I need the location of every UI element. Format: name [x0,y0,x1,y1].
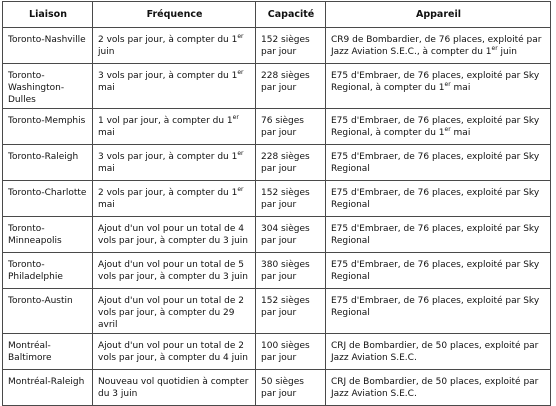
table-row [3,289,551,334]
table-row [3,64,551,109]
cell-appareil: E75 d'Embraer, de 76 places, exploité par Sky Regional [326,289,551,334]
cell-capacite: 228 sièges par jour [256,64,326,109]
cell-appareil: E75 d'Embraer, de 76 places, exploité par Sky Regional, à compter du 1er mai [326,109,551,145]
cell-frequence: Ajout d'un vol pour un total de 2 vols par jour, à compter du 29 avril [93,289,256,334]
cell-frequence: 3 vols par jour, à compter du 1er mai [93,145,256,181]
cell-liaison: Montréal-Baltimore [3,334,93,370]
cell-frequence: Ajout d'un vol pour un total de 2 vols par jour, à compter du 4 juin [93,334,256,370]
cell-appareil: E75 d'Embraer, de 76 places, exploité par Sky Regional, à compter du 1er mai [326,64,551,109]
table-header-row [3,2,551,28]
cell-liaison: Toronto-Raleigh [3,145,93,181]
table-row [3,109,551,145]
cell-liaison: Toronto-Memphis [3,109,93,145]
cell-appareil: CRJ de Bombardier, de 50 places, exploité par Jazz Aviation S.E.C. [326,370,551,406]
cell-capacite: 152 sièges par jour [256,181,326,217]
table-row [3,217,551,253]
cell-capacite: 380 sièges par jour [256,253,326,289]
cell-liaison: Toronto-Minneapolis [3,217,93,253]
cell-frequence: Ajout d'un vol pour un total de 4 vols par jour, à compter du 3 juin [93,217,256,253]
cell-frequence: 2 vols par jour, à compter du 1er mai [93,181,256,217]
table-row [3,334,551,370]
cell-appareil: E75 d'Embraer, de 76 places, exploité par Sky Regional [326,253,551,289]
cell-appareil: E75 d'Embraer, de 76 places, exploité par Sky Regional [326,217,551,253]
routes-table [2,1,551,406]
cell-capacite: 152 sièges par jour [256,289,326,334]
header-capacite: Capacité [256,2,326,28]
header-frequence: Fréquence [93,2,256,28]
table-row [3,370,551,406]
cell-capacite: 76 sièges par jour [256,109,326,145]
cell-frequence: 2 vols par jour, à compter du 1er juin [93,28,256,64]
table-row [3,145,551,181]
cell-appareil: CR9 de Bombardier, de 76 places, exploité par Jazz Aviation S.E.C., à compter du 1er juin [326,28,551,64]
cell-liaison: Toronto-Austin [3,289,93,334]
cell-liaison: Toronto-Washington-Dulles [3,64,93,109]
cell-appareil: E75 d'Embraer, de 76 places, exploité par Sky Regional [326,145,551,181]
cell-frequence: Ajout d'un vol pour un total de 5 vols par jour, à compter du 3 juin [93,253,256,289]
table-row [3,181,551,217]
cell-liaison: Toronto-Nashville [3,28,93,64]
cell-frequence: 3 vols par jour, à compter du 1er mai [93,64,256,109]
cell-capacite: 304 sièges par jour [256,217,326,253]
cell-frequence: 1 vol par jour, à compter du 1er mai [93,109,256,145]
header-liaison: Liaison [3,2,93,28]
cell-liaison: Toronto-Charlotte [3,181,93,217]
cell-liaison: Toronto-Philadelphie [3,253,93,289]
header-appareil: Appareil [326,2,551,28]
cell-appareil: CRJ de Bombardier, de 50 places, exploité par Jazz Aviation S.E.C. [326,334,551,370]
cell-capacite: 228 sièges par jour [256,145,326,181]
cell-capacite: 100 sièges par jour [256,334,326,370]
table-row [3,28,551,64]
table-row [3,253,551,289]
cell-capacite: 50 sièges par jour [256,370,326,406]
cell-frequence: Nouveau vol quotidien à compter du 3 juin [93,370,256,406]
cell-appareil: E75 d'Embraer, de 76 places, exploité par Sky Regional [326,181,551,217]
cell-capacite: 152 sièges par jour [256,28,326,64]
cell-liaison: Montréal-Raleigh [3,370,93,406]
